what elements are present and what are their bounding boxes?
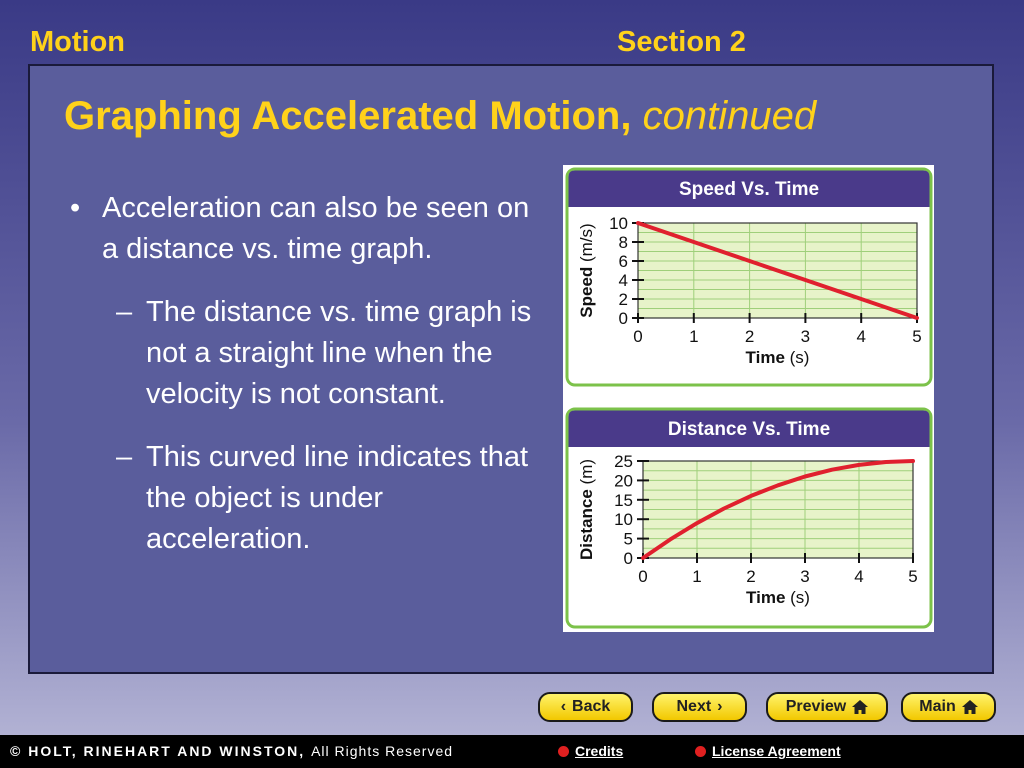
header-section: Section 2: [617, 26, 746, 58]
x-axis-label-unit: (s): [789, 348, 810, 367]
chevron-left-icon: ‹: [560, 698, 567, 715]
x-axis-label-name: Time: [745, 348, 790, 367]
x-tick-label: 3: [800, 567, 810, 586]
x-tick-label: 1: [692, 567, 702, 586]
license-link[interactable]: [695, 743, 841, 759]
credits-label: Credits: [575, 743, 624, 759]
back-button-label: Back: [572, 698, 611, 715]
chart-title: Speed Vs. Time: [678, 179, 820, 200]
x-tick-label: 4: [854, 567, 864, 586]
x-tick-label: 3: [800, 327, 811, 346]
x-axis-label-name: Time: [746, 588, 791, 607]
dash-mark: –: [116, 441, 133, 473]
dash-mark: –: [116, 296, 133, 328]
y-tick-label: 25: [614, 452, 633, 471]
y-tick-label: 10: [614, 510, 633, 530]
x-tick-label: 5: [912, 327, 922, 346]
bullet-item-main: [62, 188, 552, 270]
slide-title-italic: continued: [642, 94, 817, 138]
y-tick-label: 0: [623, 549, 633, 568]
header-chapter: Motion: [30, 26, 126, 58]
chart-1: [567, 409, 931, 627]
y-axis-label: [577, 223, 596, 317]
x-tick-label: 2: [744, 327, 755, 346]
y-axis-label: [577, 459, 596, 560]
y-axis-label-name: Speed: [577, 261, 596, 318]
bullet-list: [62, 188, 552, 560]
bullet-mark: •: [70, 192, 81, 224]
copyright-symbol: ©: [10, 743, 23, 759]
chevron-right-icon: ›: [717, 698, 723, 715]
charts-svg: [563, 165, 934, 632]
slide-title: [64, 94, 816, 139]
bullet-item-sub1: [62, 292, 552, 415]
x-axis-label: [746, 588, 810, 607]
back-button[interactable]: [538, 692, 633, 722]
chart-0: [567, 169, 931, 385]
publisher-name: HOLT, RINEHART AND WINSTON,: [28, 743, 306, 759]
y-tick-label: 10: [609, 214, 628, 233]
charts-figure: [563, 165, 934, 632]
y-axis-label-unit: (m/s): [577, 223, 596, 262]
y-tick-label: 8: [618, 233, 628, 252]
x-tick-label: 5: [908, 567, 918, 586]
bullet-text-sub2: This curved line indicates that the object is under acceleration.: [146, 441, 529, 555]
y-tick-label: 0: [618, 309, 628, 328]
y-tick-label: 15: [614, 490, 633, 510]
red-dot-icon: [558, 746, 569, 757]
y-tick-label: 5: [623, 529, 633, 549]
footer-bar: [0, 735, 1024, 768]
y-tick-label: 2: [618, 290, 628, 309]
y-tick-label: 20: [614, 471, 633, 491]
license-label: License Agreement: [712, 743, 841, 759]
main-button[interactable]: [901, 692, 996, 722]
red-dot-icon: [695, 746, 706, 757]
home-icon: [852, 700, 868, 714]
rights-text: All Rights Reserved: [311, 743, 454, 759]
chart-title: Distance Vs. Time: [667, 419, 831, 440]
bullet-item-sub2: [62, 437, 552, 560]
x-tick-label: 0: [638, 567, 648, 586]
y-axis-label-unit: (m): [577, 458, 596, 485]
x-tick-label: 0: [633, 327, 643, 346]
y-axis-label-name: Distance: [577, 484, 596, 561]
y-tick-label: 6: [618, 252, 628, 271]
y-tick-label: 4: [618, 271, 628, 290]
next-button-label: Next: [676, 698, 712, 715]
bullet-text-main: Acceleration can also be seen on a distance vs. time graph.: [102, 192, 530, 265]
next-button[interactable]: [652, 692, 747, 722]
credits-link[interactable]: [558, 743, 623, 759]
home-icon: [962, 700, 978, 714]
x-tick-label: 2: [746, 567, 756, 586]
preview-button[interactable]: [766, 692, 888, 722]
copyright-notice: [10, 743, 453, 759]
bullet-text-sub1: The distance vs. time graph is not a straight line when the velocity is not constant.: [146, 296, 532, 410]
preview-button-label: Preview: [785, 698, 847, 715]
x-axis-label: [746, 348, 810, 367]
x-axis-label-unit: (s): [790, 588, 810, 607]
slide-title-main: Graphing Accelerated Motion,: [64, 94, 632, 138]
x-tick-label: 1: [689, 327, 699, 346]
main-button-label: Main: [919, 698, 956, 715]
x-tick-label: 4: [856, 327, 866, 346]
